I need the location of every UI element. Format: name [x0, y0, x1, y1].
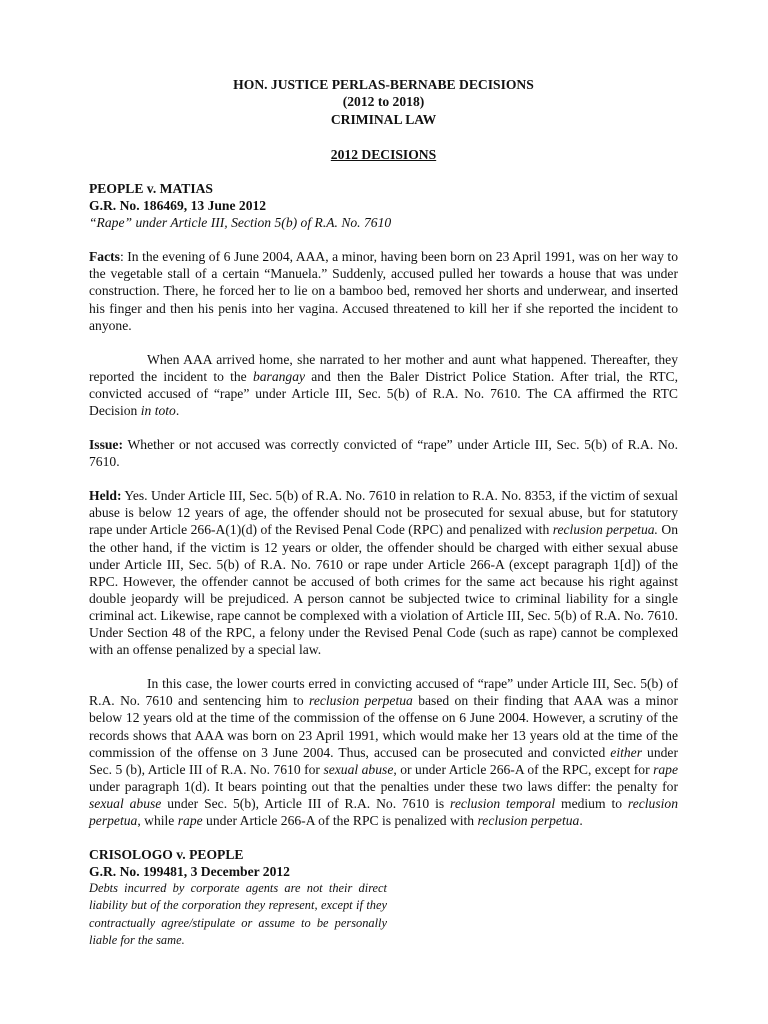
case-title: CRISOLOGO v. PEOPLE [89, 847, 244, 863]
text-run: , or under Article 266-A of the RPC, except for [393, 761, 654, 777]
italic-run: rape [177, 812, 203, 828]
italic-run: rape [653, 761, 679, 777]
issue-text: Whether or not accused was correctly convicted of “rape” under Article III, Sec. 5(b) of R.A. No. 7610. [89, 437, 678, 470]
italic-run: reclusion perpetua [89, 795, 679, 828]
text-run: based on their finding that AAA was a minor below 12 years old at the time of the commission of the offense on 6 June 2004. However, a scrutiny of the records shows that AAA was born on 23 April 1991, which would make her 13 years old at the time of the commission of the offense on 3 June 2004. Thus, accused can be prosecuted and convicted [89, 693, 678, 760]
text-run: and then the Baler District Police Station. After trial, the RTC, convicted accused of “rape” under Article III, Sec. 5(b) of R.A. No. 7610. The CA affirmed the RTC Decision [89, 368, 678, 419]
text-run: under paragraph 1(d). It bears pointing out that the penalties under these two laws differ: the penalty for [89, 778, 678, 794]
italic-run: barangay [252, 368, 306, 384]
header-title: HON. JUSTICE PERLAS-BERNABE DECISIONS [233, 77, 534, 92]
case-people-v-matias [89, 180, 678, 829]
text-run: When AAA arrived home, she narrated to her mother and aunt what happened. Thereafter, they reported the incident to the [89, 351, 678, 384]
facts-paragraph-2 [89, 351, 678, 419]
case-gr-number: G.R. No. 186469, 13 June 2012 [89, 198, 267, 214]
text-run: In this case, the lower courts erred in convicting accused of “rape” under Article III, Sec. 5(b) of R.A. No. 7610 and sentencing him to [89, 676, 678, 709]
issue-label: Issue: [89, 437, 123, 453]
facts-text: : In the evening of 6 June 2004, AAA, a minor, having been born on 23 April 1991, was on her way to the vegetable stall of a certain “Manuela.” Suddenly, accused pulled her towards a house that was under construction. There, he forced her to lie on a bamboo bed, removed her shorts and underwear, and inserted his finger and then his penis into her vagina. Accused threatened to kill her if she reported the incident to anyone. [89, 249, 678, 333]
text-run: , while [137, 812, 178, 828]
held-paragraph [89, 487, 678, 658]
text-run: under Sec. 5 (b), Article III of R.A. No. 7610 for [89, 744, 678, 777]
held-label: Held: [89, 488, 122, 504]
italic-run: sexual abuse [323, 761, 394, 777]
text-run: On the other hand, if the victim is 12 years or older, the offender should be charged with either sexual abuse under Article III, Sec. 5(b) of R.A. No. 7610 or rape under Article 266-A (except paragraph 1[d]) of the RPC. However, the offender cannot be accused of both crimes for the same act because his right against double jeopardy will be prejudiced. A person cannot be subjected twice to criminal liability for a single criminal act. Likewise, rape cannot be complexed with a violation of Article III, Sec. 5(b) of R.A. No. 7610. Under Section 48 of the RPC, a felony under the Revised Penal Code (such as rape) cannot be complexed with an offense penalized by a special law. [89, 522, 678, 658]
text-run: . [579, 812, 583, 828]
issue-paragraph [89, 436, 678, 470]
italic-run: sexual abuse [89, 795, 162, 811]
italic-run: reclusion temporal [450, 795, 556, 811]
text-run: medium to [555, 795, 628, 811]
italic-run: reclusion perpetua. [552, 522, 658, 538]
italic-run: reclusion perpetua [309, 693, 413, 709]
held-paragraph-2 [89, 675, 678, 829]
italic-run: in toto [140, 403, 176, 419]
text-run: under Article 266-A of the RPC is penalized with [202, 812, 478, 828]
year-heading: 2012 DECISIONS [330, 146, 437, 162]
header-subject: CRIMINAL LAW [330, 111, 437, 127]
italic-run: reclusion perpetua [477, 812, 580, 828]
header-years: (2012 to 2018) [342, 94, 425, 110]
document-page [89, 76, 678, 949]
text-run: Yes. Under Article III, Sec. 5(b) of R.A. No. 7610 in relation to R.A. No. 8353, if the victim of sexual abuse is below 12 years of age, the offender should not be prosecuted for sexual abuse, but for statutory rape under Article 266-A(1)(d) of the Revised Penal Code (RPC) and penalized with [89, 488, 678, 538]
case-gr-number: G.R. No. 199481, 3 December 2012 [89, 864, 290, 880]
text-run: . [175, 403, 180, 419]
facts-label: Facts [89, 249, 120, 265]
case-title: PEOPLE v. MATIAS [89, 180, 213, 196]
facts-paragraph [89, 248, 678, 333]
text-run: under Sec. 5(b), Article III of R.A. No. 7610 is [161, 795, 451, 811]
case-synopsis: Debts incurred by corporate agents are not their direct liability but of the corporation they represent, except if they contractually agree/stipulate or assume to be personally liable for the same. [89, 881, 387, 947]
italic-run: either [610, 744, 642, 760]
case-crisologo-v-people [89, 846, 678, 949]
case-subject: “Rape” under Article III, Section 5(b) of R.A. No. 7610 [89, 215, 392, 231]
document-header [89, 76, 678, 128]
